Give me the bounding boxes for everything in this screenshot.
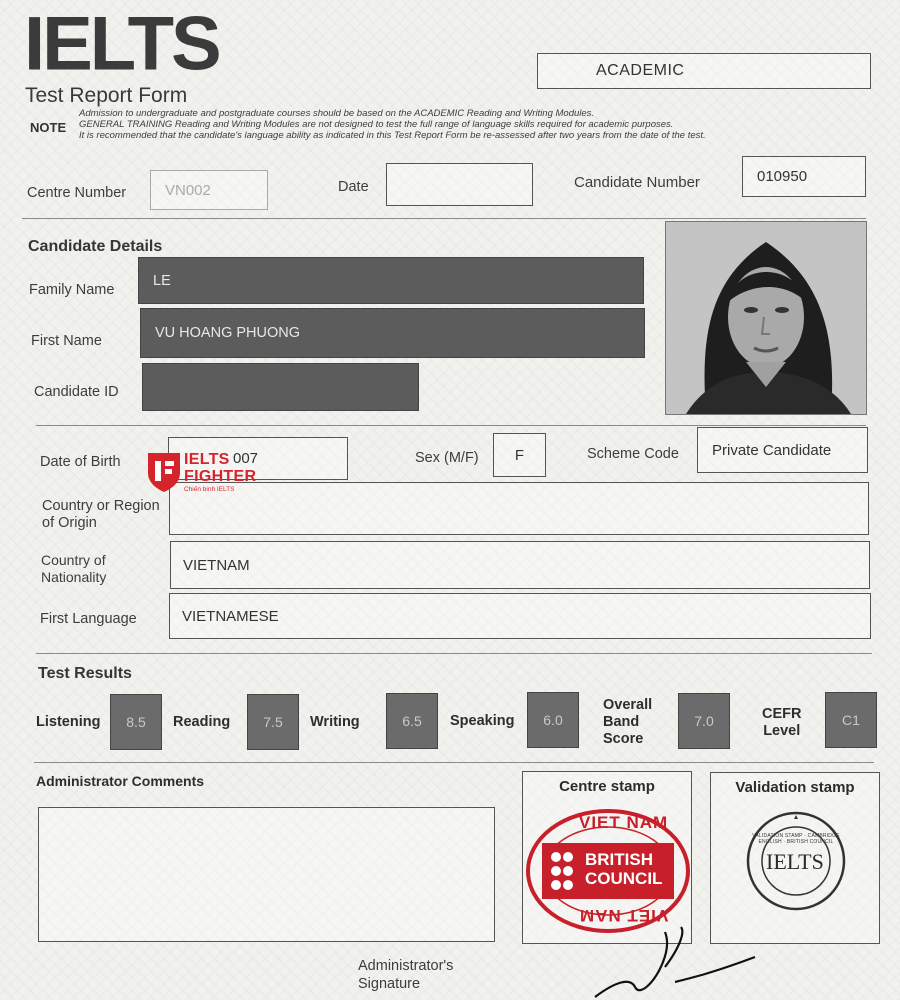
first-language-field: VIETNAMESE — [169, 593, 871, 639]
validation-stamp-box — [710, 772, 880, 944]
centre-number-field: VN002 — [150, 170, 268, 210]
cefr-label-line-2: Level — [763, 723, 801, 739]
centre-stamp-line-2: COUNCIL — [585, 869, 663, 888]
cefr-label — [762, 706, 801, 740]
divider — [36, 425, 866, 426]
nationality-label — [41, 552, 106, 586]
validation-stamp-ring-text: VALIDATION STAMP · CAMBRIDGE ENGLISH · BRITISH COUNCIL — [752, 833, 840, 845]
candidate-id-field — [142, 363, 419, 411]
reading-label: Reading — [173, 714, 231, 730]
signature-scribble — [585, 922, 765, 1000]
note-line-3: It is recommended that the candidate's language ability as indicated in this Test Report Form be re-assessed after two years from the date of the test. — [79, 130, 706, 141]
centre-number-label: Centre Number — [27, 185, 127, 201]
sex-label: Sex (M/F) — [415, 450, 479, 466]
centre-stamp-top-text: VIET NAM — [579, 813, 669, 832]
centre-stamp-line-1: BRITISH — [585, 850, 653, 869]
listening-label: Listening — [36, 714, 101, 730]
divider — [22, 218, 866, 219]
overall-label — [603, 697, 652, 748]
admin-signature-line-1: Administrator's — [358, 958, 454, 974]
overall-score: 7.0 — [678, 693, 730, 749]
origin-label-line-1: Country or Region — [42, 498, 160, 514]
listening-score: 8.5 — [110, 694, 162, 750]
nationality-label-line-1: Country of — [41, 552, 106, 568]
candidate-number-field: 010950 — [742, 156, 866, 197]
validation-stamp-label: Validation stamp — [735, 779, 855, 796]
first-name-field: VU HOANG PHUONG — [140, 308, 645, 358]
admin-signature-line-2: Signature — [358, 976, 421, 992]
writing-score: 6.5 — [386, 693, 438, 749]
cefr-score: C1 — [825, 692, 877, 748]
origin-label-line-2: of Origin — [42, 515, 97, 531]
note-line-2: GENERAL TRAINING Reading and Writing Modules are not designed to test the full range of language skills required for academic purposes. — [79, 119, 674, 130]
centre-stamp-label: Centre stamp — [559, 778, 655, 795]
note-text — [79, 108, 799, 141]
centre-stamp-bottom-text: VIET NAM — [579, 906, 669, 925]
watermark-tagline: Chiến binh IELTS — [184, 486, 235, 493]
candidate-id-label: Candidate ID — [34, 384, 119, 400]
first-language-label: First Language — [40, 611, 137, 627]
note-line-1: Admission to undergraduate and postgraduate courses should be based on the ACADEMIC Reading and Writing Modules. — [79, 108, 595, 119]
candidate-details-heading: Candidate Details — [28, 238, 163, 255]
scheme-code-label: Scheme Code — [587, 446, 679, 462]
centre-stamp-box — [522, 771, 692, 944]
family-name-field: LE — [138, 257, 644, 304]
scheme-code-field: Private Candidate — [697, 427, 868, 473]
ielts-fighter-watermark — [146, 449, 276, 500]
test-results-heading: Test Results — [38, 665, 132, 682]
admin-comments-field — [38, 807, 495, 942]
candidate-photo — [665, 221, 867, 415]
nationality-label-line-2: Nationality — [41, 569, 107, 585]
dob-field: 007 — [168, 437, 348, 480]
reading-score: 7.5 — [247, 694, 299, 750]
admin-signature-label — [358, 957, 453, 993]
overall-label-line-3: Score — [603, 731, 644, 747]
dob-label: Date of Birth — [40, 454, 121, 470]
origin-label — [42, 498, 160, 532]
divider — [36, 653, 872, 654]
form-title: Test Report Form — [25, 84, 188, 107]
nationality-field: VIETNAM — [170, 541, 870, 589]
writing-label: Writing — [310, 714, 360, 730]
validation-stamp-text: IELTS — [766, 849, 824, 874]
date-label: Date — [338, 179, 369, 195]
family-name-label: Family Name — [29, 282, 115, 298]
centre-stamp-name — [585, 850, 662, 888]
speaking-label: Speaking — [450, 713, 515, 729]
overall-label-line-2: Band — [603, 714, 640, 730]
admin-comments-label: Administrator Comments — [36, 773, 205, 789]
watermark-brand: IELTS FIGHTER — [184, 451, 257, 485]
overall-label-line-1: Overall — [603, 697, 653, 713]
module-box: ACADEMIC — [537, 53, 871, 89]
first-name-label: First Name — [31, 333, 102, 349]
note-label: NOTE — [30, 120, 67, 135]
candidate-number-label: Candidate Number — [574, 174, 700, 191]
ielts-logo: IELTS — [24, 1, 219, 87]
divider — [34, 762, 874, 763]
cefr-label-line-1: CEFR — [762, 706, 802, 722]
sex-field: F — [493, 433, 546, 477]
date-field — [386, 163, 533, 206]
speaking-score: 6.0 — [527, 692, 579, 748]
